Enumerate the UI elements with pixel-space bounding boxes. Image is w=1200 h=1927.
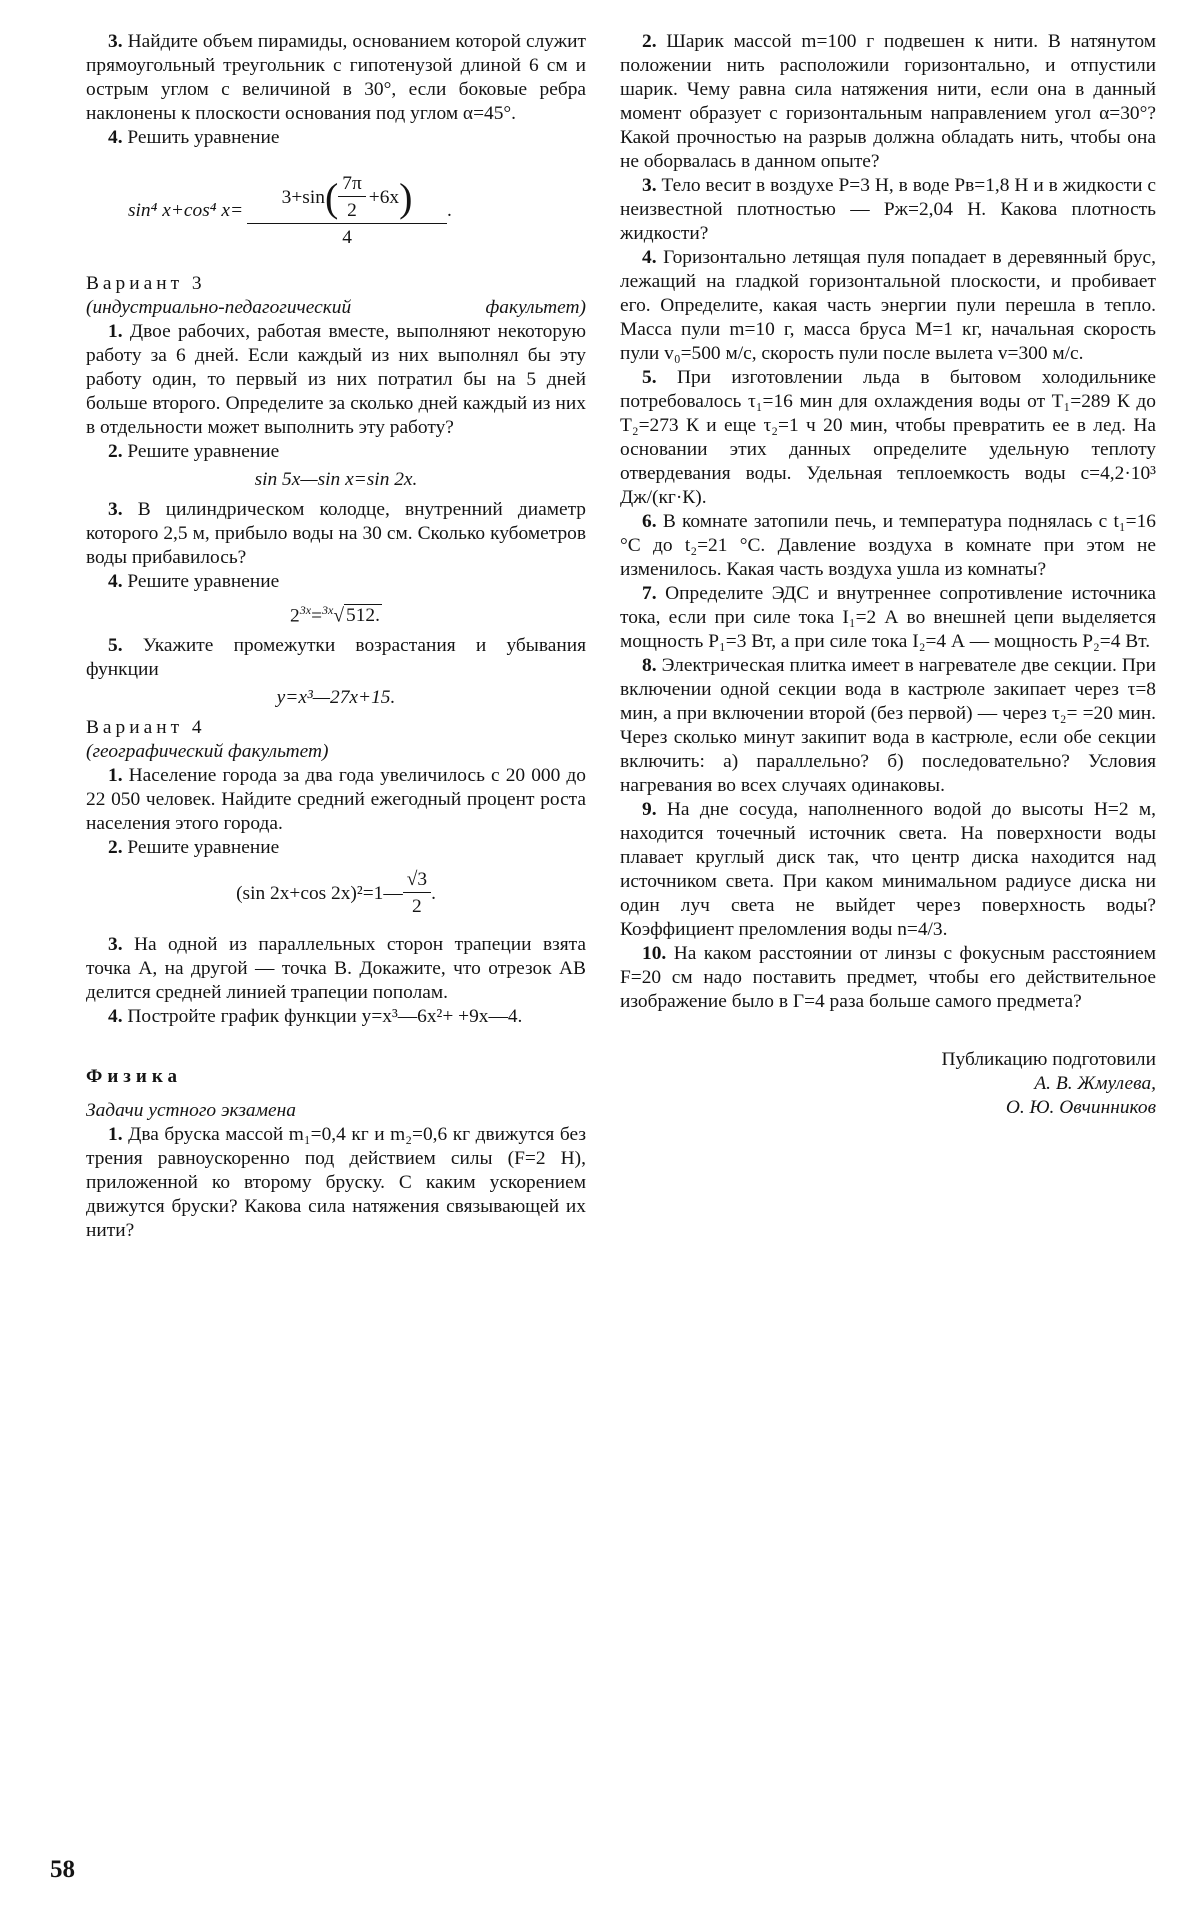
physics-problem-9 bbox=[620, 798, 1156, 942]
equation-period: . bbox=[447, 200, 452, 221]
inner-frac-bottom: 2 bbox=[347, 200, 357, 221]
problem-number: 3. bbox=[108, 499, 123, 520]
problem-number: 2. bbox=[108, 837, 123, 859]
variant-3-title: Вариант 3 bbox=[86, 273, 206, 294]
v4-problem-2 bbox=[86, 836, 586, 860]
problem-4 bbox=[86, 126, 586, 150]
problem-number: 3. bbox=[642, 175, 657, 196]
physics-problem-10 bbox=[620, 942, 1156, 1014]
problem-number: 2. bbox=[108, 441, 123, 462]
physics-problem-4 bbox=[620, 246, 1156, 366]
credits-line-1: Публикацию подготовили bbox=[941, 1049, 1156, 1070]
v3-equation-4: $2^{3x}=^{3x}√$ 512. bbox=[290, 603, 380, 627]
v3-problem-4 bbox=[86, 570, 586, 594]
problem-number: 5. bbox=[642, 367, 657, 388]
problem-number: 4. bbox=[108, 127, 123, 148]
v4-problem-4 bbox=[86, 1005, 586, 1029]
inner-frac-top: 7π bbox=[342, 173, 362, 194]
v4-problem-3 bbox=[86, 933, 586, 1005]
variant-4-title: Вариант 4 bbox=[86, 717, 206, 739]
problem-number: 7. bbox=[642, 583, 657, 604]
problem-number: 2. bbox=[642, 31, 657, 52]
problem-number: 3. bbox=[108, 31, 123, 52]
problem-3 bbox=[86, 30, 586, 126]
problem-text: Найдите объем пирамиды, основанием которой служит прямоугольный треугольник с гипотенузой длиной 6 см и острым углом с величиной в 30°, если боковые ребра наклонены к плоскости основания под углом α=45°. bbox=[86, 31, 586, 124]
equation-lhs: sin⁴ x+cos⁴ x= bbox=[128, 200, 244, 221]
physics-problem-8 bbox=[620, 654, 1156, 798]
problem-text: В цилиндрическом колодце, внутренний диаметр которого 2,5 м, прибыло воды на 30 см. Сколько кубометров воды прибавилось? bbox=[86, 499, 586, 568]
physics-section-title: Физика bbox=[86, 1066, 183, 1088]
problem-number: 1. bbox=[108, 1124, 123, 1146]
v3-problem-1 bbox=[86, 320, 586, 440]
v3-problem-3 bbox=[86, 498, 586, 570]
equation-numerator-b: +6x bbox=[368, 186, 400, 208]
physics-problem-5 bbox=[620, 366, 1156, 510]
variant-4-subtitle: (географический факультет) bbox=[86, 741, 329, 763]
problem-number: 4. bbox=[108, 1006, 123, 1028]
problem-text: Горизонтально летящая пуля попадает в деревянный брус, лежащий на гладкой горизонтальной плоскости, и пробивает его. Определите, какая часть энергии пули перешла в тепло. Масса пули m=10 г, масса бруса M=1 кг, начальная скорость пули v₀=500 м/с, скорость пули после вылета v=300 м/с. bbox=[620, 247, 1156, 364]
page-number: 58 bbox=[50, 1856, 75, 1883]
problem-number: 3. bbox=[108, 934, 123, 956]
problem-text: Население города за два года увеличилось с 20 000 до 22 050 человек. Найдите средний ежегодный процент роста населения этого города. bbox=[86, 765, 586, 835]
credits-line-3: О. Ю. Овчинников bbox=[1005, 1097, 1156, 1118]
problem-number: 8. bbox=[642, 655, 657, 676]
right-column bbox=[620, 30, 1156, 1120]
eq-frac-bottom: 2 bbox=[412, 896, 422, 918]
v3-equation-2: sin 5x—sin x=sin 2x. bbox=[254, 469, 418, 490]
equation-numerator-a: 3+sin bbox=[281, 186, 325, 208]
problem-text: Решите уравнение bbox=[127, 837, 280, 859]
problem-number: 4. bbox=[642, 247, 657, 268]
eq-equals: = bbox=[311, 605, 323, 627]
problem-text: Тело весит в воздухе P=3 Н, в воде Pв=1,8 Н и в жидкости с неизвестной плотностью — Pж=2,04 Н. Какова плотность жидкости? bbox=[620, 175, 1156, 244]
eq-base: 2 bbox=[290, 605, 300, 627]
problem-number: 5. bbox=[108, 635, 123, 657]
problem-text: На одной из параллельных сторон трапеции взята точка A, на другой — точка B. Докажите, что отрезок AB делится средней линией трапеции пополам. bbox=[86, 934, 586, 1004]
physics-problem-7 bbox=[620, 582, 1156, 654]
v4-problem-1 bbox=[86, 764, 586, 836]
physics-problem-6 bbox=[620, 510, 1156, 582]
problem-number: 4. bbox=[108, 571, 123, 592]
credits-line-2: А. В. Жмулева, bbox=[1034, 1073, 1156, 1094]
problem-text: Двое рабочих, работая вместе, выполняют некоторую работу за 6 дней. Если каждый из них выполнял бы эту работу один, то первый из них потратил бы на 5 дней больше второго. Определите за сколько дней каждый из них в отдельности может выполнить эту работу? bbox=[86, 321, 586, 438]
problem-text: При изготовлении льда в бытовом холодильнике потребовалось τ₁=16 мин для охлаждения воды от T₁=289 К до T₂=273 К и еще τ₂=1 ч 20 мин, чтобы превратить ее в лед. На основании этих данных определите удельную теплоту отвердевания воды. Удельная теплоемкость воды c=4,2·10³ Дж/(кг·К). bbox=[620, 367, 1156, 508]
physics-problem-2 bbox=[620, 30, 1156, 174]
v3-equation-5: y=x³—27x+15. bbox=[276, 687, 396, 709]
eq-radicand: 512. bbox=[346, 605, 380, 627]
v4-equation-2 bbox=[86, 868, 586, 919]
problem-text: Два бруска массой m₁=0,4 кг и m₂=0,6 кг движутся без трения равноускоренно под действием силы (F=2 Н), приложенной ко второму бруску. С каким ускорением движутся бруски? Какова сила натяжения связывающей их нити? bbox=[86, 1124, 586, 1242]
problem-text: Укажите промежутки возрастания и убывания функции bbox=[86, 635, 586, 681]
eq-fraction bbox=[403, 868, 431, 919]
problem-text: Постройте график функции y=x³—6x²+ +9x—4. bbox=[127, 1006, 523, 1028]
physics-problem-1 bbox=[86, 1123, 586, 1243]
eq-frac-top: √3 bbox=[406, 869, 428, 891]
left-column bbox=[86, 30, 586, 1243]
equation-fraction: 3+sin ( $\frac{7\pi}{2}$ +6x ) 4 bbox=[247, 172, 447, 250]
problem-number: 6. bbox=[642, 511, 657, 532]
eq-root-index: 3x bbox=[322, 603, 334, 617]
problem-number: 9. bbox=[642, 799, 657, 820]
problem-text: Решите уравнение bbox=[127, 571, 280, 592]
equation-denominator: 4 bbox=[342, 227, 352, 248]
problem-text: Шарик массой m=100 г подвешен к нити. В натянутом положении нить расположили горизонтально, и отпустили шарик. Чему равна сила натяжения нити, если она в данный момент образует с горизонтальным направлением угол α=30°? Какой прочностью на разрыв должна обладать нить, чтобы она не оборвалась в данном опыте? bbox=[620, 31, 1156, 172]
eq-period: . bbox=[431, 882, 436, 904]
v3-problem-2 bbox=[86, 440, 586, 464]
problem-text: На дне сосуда, наполненного водой до высоты H=2 м, находится точечный источник света. На поверхности воды плавает круглый диск так, что центр диска находится над источником света. При каком минимальном радиусе диска ни один луч света не выйдет через поверхность воды? Коэффициент преломления воды n=4/3. bbox=[620, 799, 1156, 940]
variant-3-subtitle: (индустриально-педагогический факультет) bbox=[86, 297, 586, 318]
physics-problem-3 bbox=[620, 174, 1156, 246]
problem-number: 1. bbox=[108, 321, 123, 342]
problem-text: Определите ЭДС и внутреннее сопротивление источника тока, если при силе тока I₁=2 А во внешней цепи выделяется мощность P₁=3 Вт, а при силе тока I₂=4 А — мощность P₂=4 Вт. bbox=[620, 583, 1156, 652]
eq-exponent: 3x bbox=[299, 603, 312, 617]
problem-number: 1. bbox=[108, 765, 123, 787]
physics-section-subtitle: Задачи устного экзамена bbox=[86, 1100, 296, 1122]
problem-text: Решите уравнение bbox=[127, 441, 280, 462]
equation-sin4-cos4 bbox=[128, 172, 586, 250]
problem-text: На каком расстоянии от линзы с фокусным расстоянием F=20 см надо поставить предмет, чтобы его действительное изображение было в Γ=4 раза больше самого предмета? bbox=[620, 943, 1156, 1012]
problem-text: Решить уравнение bbox=[127, 127, 280, 148]
problem-text: В комнате затопили печь, и температура поднялась с t₁=16 °C до t₂=21 °C. Давление воздуха в комнате при этом не изменилось. Какая часть воздуха ушла из комнаты? bbox=[620, 511, 1157, 580]
problem-number: 10. bbox=[642, 943, 667, 964]
v3-problem-5 bbox=[86, 634, 586, 682]
eq-lhs: (sin 2x+cos 2x)²=1— bbox=[236, 882, 403, 904]
problem-text: Электрическая плитка имеет в нагревателе две секции. При включении одной секции вода в кастрюле закипает через τ=8 мин, а при включении второй (без первой) — через τ₂= =20 мин. Через сколько минут закипит вода в кастрюле, если обе секции включить: а) параллельно? б) последовательно? Условия нагревания во всех случаях одинаковы. bbox=[620, 655, 1157, 796]
